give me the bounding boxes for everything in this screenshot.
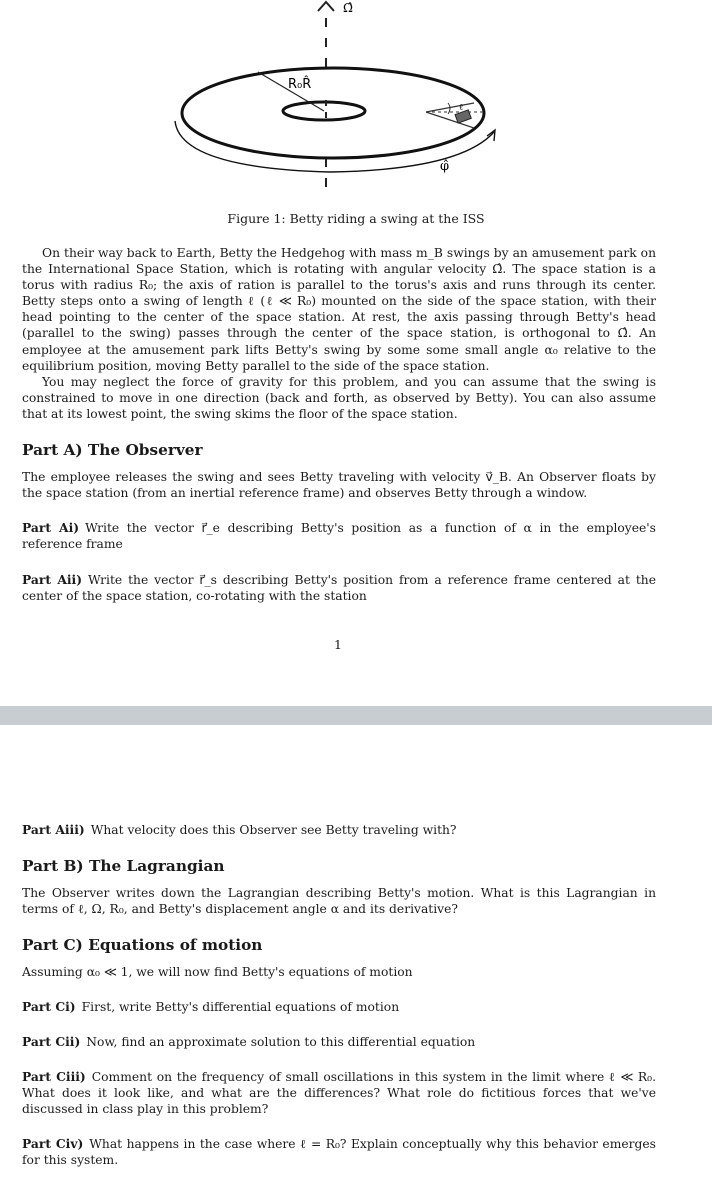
part-b-heading: Part B) The Lagrangian bbox=[22, 857, 225, 875]
part-ai bbox=[22, 520, 656, 552]
part-ci-label: Part Ci) bbox=[22, 999, 76, 1014]
r0-rhat-label: R₀R̂ bbox=[288, 77, 312, 92]
torus-figure bbox=[0, 0, 712, 215]
part-ciii-label: Part Ciii) bbox=[22, 1069, 86, 1084]
part-c-text: Assuming α₀ ≪ 1, we will now find Betty's equations of motion bbox=[22, 965, 413, 979]
part-b-text: The Observer writes down the Lagrangian describing Betty's motion. What is this Lagrangian in terms of ℓ, Ω, R₀, and Betty's displacement angle α and its derivative? bbox=[22, 886, 656, 917]
part-aiii-label: Part Aiii) bbox=[22, 822, 85, 837]
part-ci-text: First, write Betty's differential equations of motion bbox=[81, 1000, 400, 1014]
page-number: 1 bbox=[334, 637, 342, 652]
part-aiii bbox=[22, 822, 656, 838]
intro-paragraph-2: You may neglect the force of gravity for this problem, and you can assume that the swing is constrained to move in one direction (back and forth, as observed by Betty). You can also assume that at its lowest point, the swing skims the floor of the space station. bbox=[22, 375, 656, 422]
part-cii-label: Part Cii) bbox=[22, 1034, 81, 1049]
part-ci bbox=[22, 999, 656, 1015]
part-civ-text: What happens in the case where ℓ = R₀? Explain conceptually why this behavior emerges for this system. bbox=[22, 1137, 656, 1168]
part-ai-text: Write the vector r⃗_e describing Betty's position as a function of α in the employee's reference frame bbox=[22, 521, 656, 552]
part-aiii-text: What velocity does this Observer see Betty traveling with? bbox=[90, 823, 457, 837]
part-ciii bbox=[22, 1069, 656, 1117]
axis-arrowhead bbox=[318, 2, 334, 11]
ell-label: ℓ bbox=[459, 103, 464, 113]
phi-hat-label: φ̂ bbox=[440, 159, 450, 174]
part-ai-label: Part Ai) bbox=[22, 520, 80, 535]
part-aii-label: Part Aii) bbox=[22, 572, 83, 587]
part-aii-text: Write the vector r⃗_s describing Betty's position from a reference frame centered at the center of the space station, co-rotating with the station bbox=[22, 573, 656, 604]
part-aii bbox=[22, 572, 656, 604]
part-a-text: The employee releases the swing and sees Betty traveling with velocity v⃗_B. An Observer floats by the space station (from an inertial reference frame) and observes Betty through a window. bbox=[22, 470, 656, 501]
part-cii bbox=[22, 1034, 656, 1050]
part-cii-text: Now, find an approximate solution to this differential equation bbox=[86, 1035, 476, 1049]
part-ciii-text: Comment on the frequency of small oscillations in this system in the limit where ℓ ≪ R₀. What does it look like, and what are the differences? What role do fictitious forces that we've discussed in class play in this problem? bbox=[22, 1070, 656, 1117]
page-separator bbox=[0, 706, 712, 725]
part-civ bbox=[22, 1136, 656, 1168]
part-a-heading: Part A) The Observer bbox=[22, 441, 203, 459]
omega-hat-label: Ω̂ bbox=[343, 1, 353, 15]
part-civ-label: Part Civ) bbox=[22, 1136, 84, 1151]
part-c-heading: Part C) Equations of motion bbox=[22, 936, 263, 954]
intro-paragraph-1: On their way back to Earth, Betty the Hedgehog with mass m_B swings by an amusement park on the International Space Station, which is rotating with angular velocity Ω̂. The space station is a torus with radius R₀; the axis of ration is parallel to the torus's axis and runs through its center. Betty steps onto a swing of length ℓ (ℓ ≪ R₀) mounted on the side of the space station, with their head pointing to the center of the space station. At rest, the axis passing through Betty's head (parallel to the swing) passes through the center of the space station, is orthogonal to Ω̂. An employee at the amusement park lifts Betty's swing by some some small angle α₀ relative to the equilibrium position, moving Betty parallel to the side of the space station. bbox=[22, 246, 656, 373]
figure-caption: Figure 1: Betty riding a swing at the ISS bbox=[227, 211, 485, 226]
